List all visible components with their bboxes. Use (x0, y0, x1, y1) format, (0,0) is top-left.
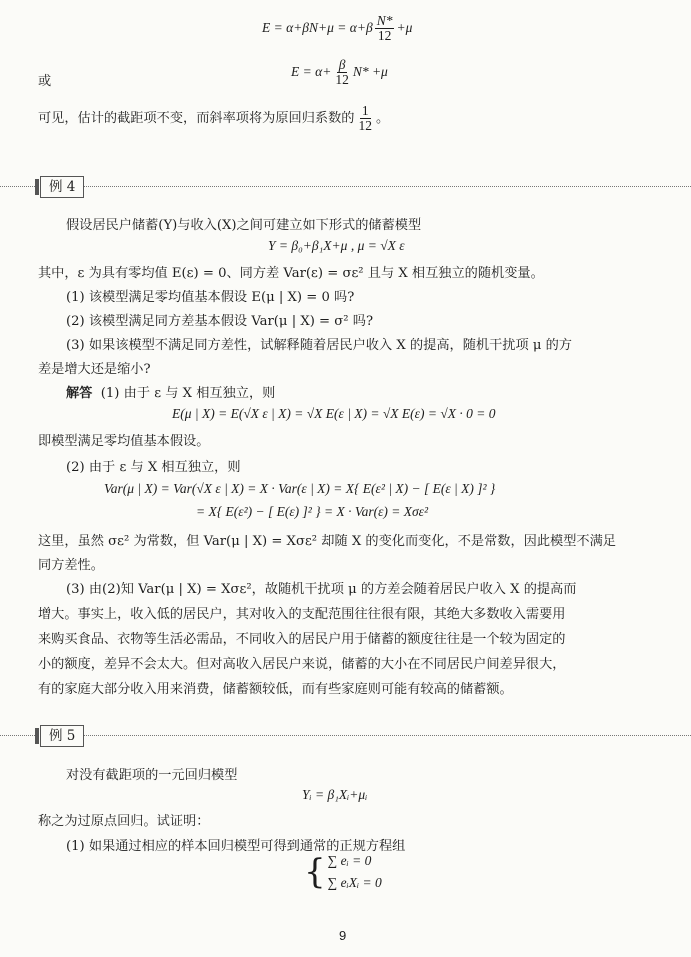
conclusion-line (38, 104, 389, 133)
example-4-question-3-line-2: 差是增大还是缩小? (38, 362, 151, 377)
system-equation-2: ∑ eᵢXᵢ = 0 (327, 875, 382, 890)
answer-2-intro: (2) 由于 ε 与 X 相互独立，则 (66, 460, 241, 475)
fraction-denominator: 12 (377, 28, 392, 44)
answer-1-equation: E(μ | X) = E(√X ε | X) = √X E(ε | X) = √X E(ε) = √X · 0 = 0 (172, 406, 496, 421)
example-5-model: Yᵢ = β₁Xᵢ+μᵢ (302, 787, 368, 802)
equation-2-prefix: E = α+ (291, 63, 332, 79)
normal-equation-system (304, 850, 382, 894)
conclusion-end: 。 (376, 111, 390, 127)
fraction-denominator: 12 (335, 72, 349, 88)
answer-3-line-4: 小的额度，差异不会太大。但对高收入居民户来说，储蓄的大小在不同居民户间差异很大， (38, 657, 566, 672)
answer-1-intro-line (66, 382, 275, 401)
page-number: 9 (339, 928, 347, 943)
equation-2-fraction (333, 58, 351, 87)
equation-1-fraction (375, 14, 395, 43)
answer-3-line-1: (3) 由(2)知 Var(μ | X) = Xσε²，故随机干扰项 μ 的方差会随着居民户收入 X 的提高而 (66, 582, 577, 597)
example-4-model: Y = β₀+β₁X+μ , μ = √X ε (268, 238, 405, 253)
section-divider (0, 186, 691, 187)
equation-1 (262, 14, 412, 43)
example-5-label: 例 5 (40, 725, 84, 747)
fraction-numerator: β (338, 57, 346, 72)
fraction-denominator: 12 (358, 118, 372, 134)
answer-2-conclusion-line-1: 这里，虽然 σε² 为常数，但 Var(μ | X) = Xσε² 却随 X 的变化而变化，不是常数，因此模型不满足 (38, 534, 616, 549)
example-5-intro: 对没有截距项的一元回归模型 (66, 768, 238, 783)
example-5-statement: 称之为过原点回归。试证明： (38, 814, 210, 829)
section-divider (0, 735, 691, 736)
answer-2-equation-1: Var(μ | X) = Var(√X ε | X) = X · Var(ε | X) = X{ E(ε² | X) − [ E(ε | X) ]² } (104, 481, 496, 496)
equation-1-suffix: +μ (396, 19, 413, 35)
or-label: 或 (38, 74, 52, 89)
example-4-where: 其中，ε 为具有零均值 E(ε) = 0、同方差 Var(ε) = σε² 且与 X 相互独立的随机变量。 (38, 266, 544, 281)
example-4-question-1: (1) 该模型满足零均值基本假设 E(μ | X) = 0 吗? (66, 290, 355, 305)
answer-3-line-3: 来购买食品、衣物等生活必需品，不同收入的居民户用于储蓄的额度往往是一个较为固定的 (38, 632, 566, 647)
equation-2 (291, 58, 388, 87)
left-brace-icon: { (304, 852, 326, 892)
answer-2-conclusion-line-2: 同方差性。 (38, 558, 104, 573)
answer-1-intro: (1) 由于 ε 与 X 相互独立，则 (100, 386, 276, 401)
fraction-numerator: 1 (361, 103, 369, 118)
answer-2-equation-2: = X{ E(ε²) − [ E(ε) ]² } = X · Var(ε) = Xσε² (196, 504, 429, 519)
example-5-part-1: (1) 如果通过相应的样本回归模型可得到通常的正规方程组 (66, 839, 406, 854)
answer-3-line-5: 有的家庭大部分收入用来消费，储蓄额较低，而有些家庭则可能有较高的储蓄额。 (38, 682, 513, 697)
example-4-question-2: (2) 该模型满足同方差基本假设 Var(μ | X) = σ² 吗? (66, 314, 374, 329)
system-equation-1: ∑ eᵢ = 0 (327, 853, 372, 868)
fraction-numerator: N* (376, 13, 393, 28)
answer-3-line-2: 增大。事实上，收入低的居民户，其对收入的支配范围往往很有限，其绝大多数收入需要用 (38, 607, 566, 622)
equation-system-lines (328, 850, 382, 894)
equation-2-suffix: N* +μ (352, 63, 388, 79)
example-4-intro: 假设居民户储蓄(Y)与收入(X)之间可建立如下形式的储蓄模型 (66, 218, 422, 233)
example-4-label: 例 4 (40, 176, 84, 198)
example-4-question-3-line-1: (3) 如果该模型不满足同方差性，试解释随着居民户收入 X 的提高，随机干扰项 μ 的方 (66, 338, 572, 353)
answer-label: 解答 (66, 386, 93, 401)
conclusion-fraction (357, 104, 375, 133)
equation-1-prefix: E = α+βN+μ = α+β (262, 19, 373, 35)
answer-1-conclusion: 即模型满足零均值基本假设。 (38, 434, 210, 449)
conclusion-text: 可见，估计的截距项不变，而斜率项将为原回归系数的 (38, 111, 355, 127)
